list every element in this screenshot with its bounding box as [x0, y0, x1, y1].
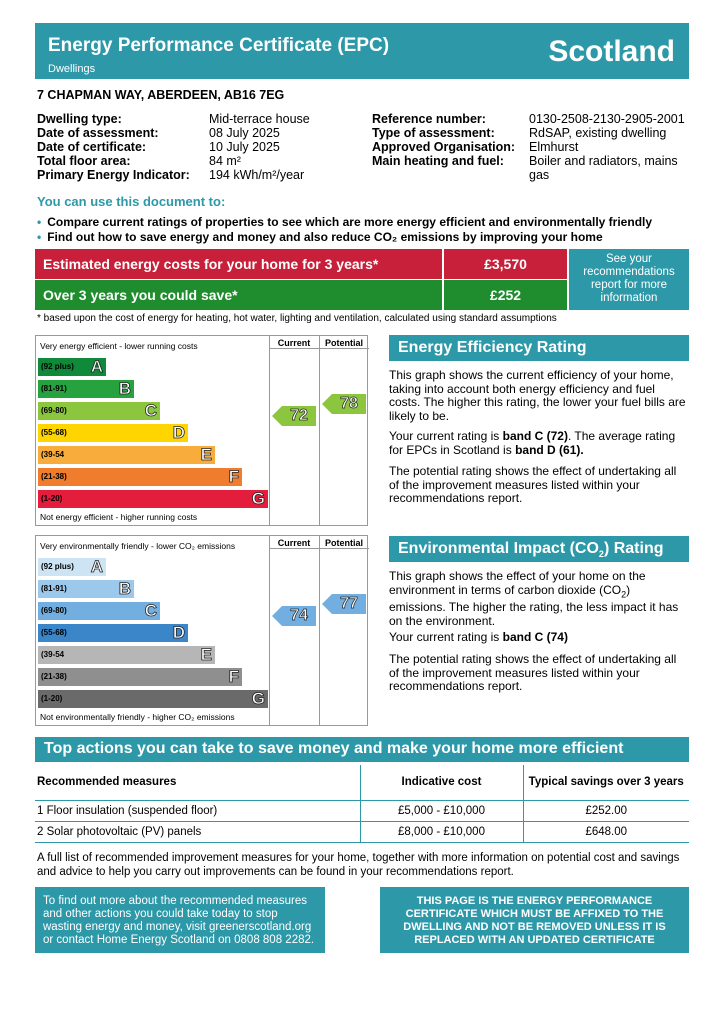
column-header: Indicative cost — [360, 765, 523, 800]
eir-p1-text: ) emissions. The higher the rating, the less impact it has on the environment. — [389, 582, 679, 628]
table-header-row — [35, 765, 689, 800]
detail-key: Primary Energy Indicator: — [37, 168, 190, 182]
bullet-item — [37, 230, 603, 244]
detail-key: Reference number: — [372, 112, 486, 126]
full-list-note: A full list of recommended improvement measures for your home, together with more information on potential cost and savings and advice to help you carry out improvements can be found in your recommendations report. — [37, 852, 680, 878]
arrow-value: 78 — [332, 394, 366, 414]
eir-title-text: Environmental Impact (CO — [398, 540, 599, 557]
current-column-header: Current — [277, 538, 311, 548]
arrow-pointer — [272, 406, 282, 426]
savings-label: Over 3 years you could save* — [35, 280, 442, 310]
rating-band-b — [38, 380, 134, 398]
current-column-header: Current — [277, 338, 311, 348]
eir-paragraph-2 — [389, 631, 689, 645]
rating-band-a — [38, 358, 106, 376]
eer-paragraph-1: This graph shows the current efficiency of your home, taking into account both energy efficiency and fuel costs. The higher this rating, the lower your fuel bills are likely to be. — [389, 368, 686, 423]
rating-band-c — [38, 602, 160, 620]
band-range: (39-54 — [41, 450, 65, 459]
rating-band-g — [38, 690, 268, 708]
current-rating-arrow — [272, 406, 318, 426]
band-letter: A — [90, 357, 103, 376]
cost-cell: £8,000 - £10,000 — [360, 821, 523, 842]
energy-efficiency-chart — [35, 335, 368, 526]
rating-band-c — [38, 402, 160, 420]
band-letter: F — [228, 667, 239, 686]
rating-band-e — [38, 446, 215, 464]
epc-header — [35, 23, 689, 79]
top-actions-title: Top actions you can take to save money and make your home more efficient — [35, 737, 689, 762]
band-letter: B — [118, 579, 131, 598]
arrow-value: 74 — [282, 606, 316, 626]
detail-value: 194 kWh/m²/year — [209, 168, 305, 182]
estimated-costs-value: £3,570 — [444, 249, 567, 279]
estimated-costs-row — [35, 249, 567, 279]
band-range: (55-68) — [41, 428, 67, 437]
bullet-text: Find out how to save energy and money and also reduce CO₂ emissions by improving your home — [47, 230, 603, 244]
band-letter: G — [251, 489, 265, 508]
eer-average-band: band D (61). — [515, 442, 584, 457]
band-range: (69-80) — [41, 606, 67, 615]
column-divider — [319, 536, 320, 725]
detail-value: 0130-2508-2130-2905-2001 — [529, 112, 685, 126]
rating-band-g — [38, 490, 268, 508]
property-address: 7 CHAPMAN WAY, ABERDEEN, AB16 7EG — [37, 88, 285, 102]
eer-paragraph-2 — [389, 430, 689, 457]
rating-band-f — [38, 468, 242, 486]
savings-cell: £648.00 — [523, 821, 689, 842]
environmental-impact-title — [389, 536, 689, 562]
column-divider — [269, 536, 270, 725]
column-header: Typical savings over 3 years — [523, 765, 689, 800]
rating-band-b — [38, 580, 134, 598]
table-row — [35, 821, 689, 842]
savings-row — [35, 280, 567, 310]
find-out-more-box: To find out more about the recommended measures and other actions you could take today to stop wasting energy and money, visit greenerscotland.org or contact Home Energy Scotland on 0808 808 2282. — [35, 887, 325, 953]
band-letter: A — [90, 557, 103, 576]
arrow-value: 72 — [282, 406, 316, 426]
eir-title-sub: 2 — [598, 549, 604, 560]
eer-p2-text: . The average rating for EPCs in Scotland is — [389, 429, 676, 457]
savings-cell: £252.00 — [523, 800, 689, 821]
band-range: (55-68) — [41, 628, 67, 637]
eer-p2-text: Your current rating is — [389, 429, 503, 443]
band-letter: C — [144, 401, 157, 420]
rating-band-f — [38, 668, 242, 686]
energy-efficiency-title: Energy Efficiency Rating — [389, 335, 689, 361]
band-letter: F — [228, 467, 239, 486]
estimated-costs-label: Estimated energy costs for your home for 3 years* — [35, 249, 442, 279]
rating-band-a — [38, 558, 106, 576]
eer-paragraph-3: The potential rating shows the effect of undertaking all of the improvement measures listed within your recommendations report. — [389, 464, 677, 505]
savings-value: £252 — [444, 280, 567, 310]
cost-footnote: * based upon the cost of energy for heating, hot water, lighting and ventilation, calculated using standard assumptions — [37, 313, 557, 324]
detail-key: Type of assessment: — [372, 126, 495, 140]
certificate-subtitle: Dwellings — [48, 63, 96, 75]
band-range: (21-38) — [41, 472, 67, 481]
band-range: (81-91) — [41, 584, 67, 593]
recommendations-table — [35, 765, 689, 843]
eir-paragraph-1 — [389, 570, 689, 628]
detail-value: 84 m² — [209, 154, 241, 168]
bullet-dot: • — [37, 230, 42, 244]
band-letter: D — [172, 623, 185, 642]
bullet-text: Compare current ratings of properties to see which are more energy efficient and environmentally friendly — [47, 215, 653, 229]
see-recommendations-box: See your recommendations report for more information — [569, 249, 689, 310]
arrow-pointer — [322, 394, 332, 414]
eir-p1-text: This graph shows the effect of your home on the environment in terms of carbon dioxide (CO — [389, 569, 646, 597]
column-divider — [269, 336, 270, 525]
band-range: (1-20) — [41, 694, 63, 703]
cost-cell: £5,000 - £10,000 — [360, 800, 523, 821]
current-rating-arrow — [272, 606, 318, 626]
detail-key: Date of assessment: — [37, 126, 159, 140]
detail-value: 08 July 2025 — [209, 126, 280, 140]
chart-top-note: Very environmentally friendly - lower CO₂ emissions — [40, 541, 236, 551]
band-range: (21-38) — [41, 672, 67, 681]
band-letter: E — [200, 445, 212, 464]
band-range: (1-20) — [41, 494, 63, 503]
affix-notice-box: THIS PAGE IS THE ENERGY PERFORMANCE CERTIFICATE WHICH MUST BE AFFIXED TO THE DWELLING AND NOT BE REMOVED UNLESS IT IS REPLACED WITH AN UPDATED CERTIFICATE — [380, 887, 689, 953]
detail-value: Boiler and radiators, mains gas — [529, 154, 678, 182]
bullet-item — [37, 215, 652, 229]
detail-key: Dwelling type: — [37, 112, 122, 126]
rating-band-d — [38, 424, 188, 442]
environmental-impact-chart — [35, 535, 368, 726]
table-row — [35, 800, 689, 821]
potential-column-header: Potential — [324, 338, 363, 348]
eer-current-band: band C (72) — [502, 429, 568, 443]
band-range: (69-80) — [41, 406, 67, 415]
chart-bottom-note: Not environmentally friendly - higher CO₂ emissions — [40, 712, 235, 722]
eir-title-text: ) Rating — [603, 540, 664, 557]
detail-value: Mid-terrace house — [209, 112, 310, 126]
column-divider — [319, 336, 320, 525]
eir-current-band: band C (74) — [502, 630, 568, 644]
country-label: Scotland — [548, 35, 675, 68]
rating-band-e — [38, 646, 215, 664]
arrow-value: 77 — [332, 594, 366, 614]
chart-top-note: Very energy efficient - lower running costs — [40, 341, 198, 351]
band-letter: D — [172, 423, 185, 442]
detail-key: Approved Organisation: — [372, 140, 516, 154]
column-header-rule — [269, 348, 369, 349]
detail-value: 10 July 2025 — [209, 140, 280, 154]
detail-key: Main heating and fuel: — [372, 154, 504, 168]
measure-cell: 1 Floor insulation (suspended floor) — [35, 800, 360, 821]
rating-band-d — [38, 624, 188, 642]
detail-value: Elmhurst — [529, 140, 579, 154]
band-letter: C — [144, 601, 157, 620]
detail-value: RdSAP, existing dwelling — [529, 126, 667, 140]
band-range: (81-91) — [41, 384, 67, 393]
band-letter: G — [251, 689, 265, 708]
potential-rating-arrow — [322, 594, 368, 614]
band-range: (92 plus) — [41, 362, 74, 371]
detail-key: Date of certificate: — [37, 140, 147, 154]
detail-key: Total floor area: — [37, 154, 131, 168]
chart-bottom-note: Not energy efficient - higher running costs — [40, 512, 198, 522]
eir-paragraph-3: The potential rating shows the effect of undertaking all of the improvement measures listed within your recommendations report. — [389, 652, 677, 693]
band-letter: E — [200, 645, 212, 664]
potential-rating-arrow — [322, 394, 368, 414]
column-header-rule — [269, 548, 369, 549]
arrow-pointer — [272, 606, 282, 626]
use-document-title: You can use this document to: — [37, 194, 226, 209]
column-header: Recommended measures — [35, 765, 360, 800]
bullet-dot: • — [37, 215, 42, 229]
eir-p1-sub: 2 — [621, 588, 627, 599]
eir-p2-text: Your current rating is — [389, 630, 503, 644]
potential-column-header: Potential — [324, 538, 363, 548]
arrow-pointer — [322, 594, 332, 614]
band-range: (39-54 — [41, 650, 65, 659]
band-range: (92 plus) — [41, 562, 74, 571]
certificate-title: Energy Performance Certificate (EPC) — [48, 35, 390, 56]
band-letter: B — [118, 379, 131, 398]
measure-cell: 2 Solar photovoltaic (PV) panels — [35, 821, 360, 842]
